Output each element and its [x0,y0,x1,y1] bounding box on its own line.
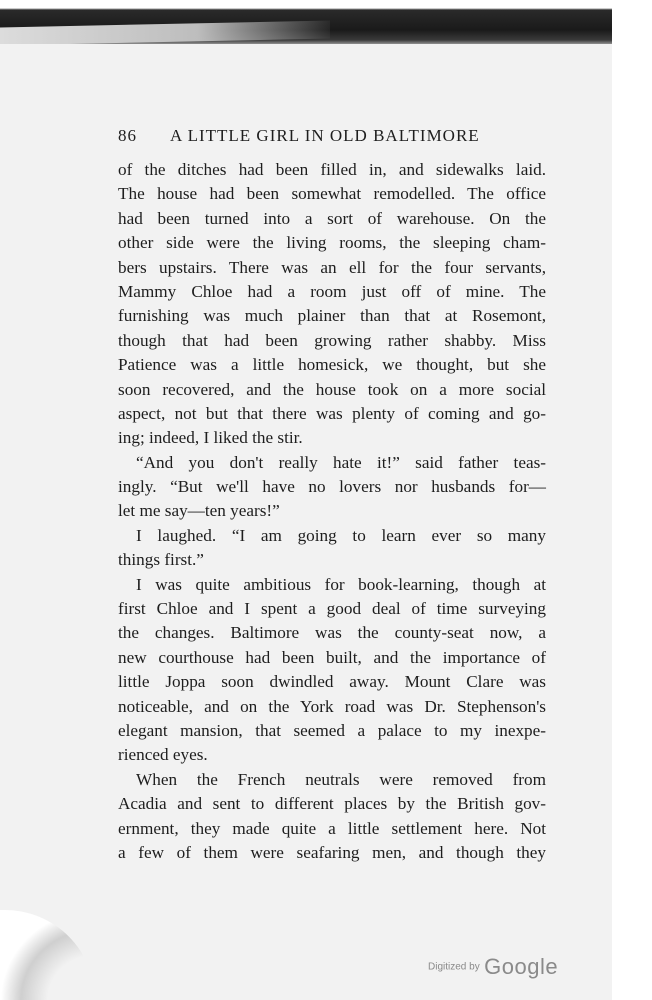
text-line: had been turned into a sort of warehouse. On the [118,208,546,228]
running-header [118,126,558,146]
text-line: aspect, not but that there was plenty of coming and go- [118,403,546,423]
text-line: first Chloe and I spent a good deal of time surveying [118,599,546,619]
text-line: though that had been growing rather shabby. Miss [118,330,546,350]
text-line: ernment, they made quite a little settlement here. Not [118,818,546,838]
text-line: Mammy Chloe had a room just off of mine. The [118,281,546,301]
text-line: the changes. Baltimore was the county-seat now, a [118,623,546,643]
digitization-credit [428,954,558,980]
text-line: When the French neutrals were removed from [136,769,546,789]
text-line: soon recovered, and the house took on a more social [118,379,546,399]
text-line: rienced eyes. [118,745,208,765]
text-line: I was quite ambitious for book-learning, though at [136,574,546,594]
text-line: new courthouse had been built, and the importance of [118,647,546,667]
page-body-text [118,158,546,865]
text-line: elegant mansion, that seemed a palace to my inexpe- [118,720,546,740]
text-line: ingly. “But we'll have no lovers nor husbands for— [118,477,546,497]
text-line: little Joppa soon dwindled away. Mount Clare was [118,672,546,692]
text-line: bers upstairs. There was an ell for the four servants, [118,257,546,277]
google-logo: Google [484,954,559,979]
scan-top-edge [0,0,652,48]
text-line: furnishing was much plainer than that at Rosemont, [118,306,546,326]
page-number: 86 [118,126,137,145]
text-line: ing; indeed, I liked the stir. [118,428,303,448]
text-line: let me say—ten years!” [118,501,280,521]
scan-right-margin [612,0,652,1000]
text-line: of the ditches had been filled in, and sidewalks laid. [118,160,546,179]
text-line: Acadia and sent to different places by the British gov- [118,794,546,814]
text-line: other side were the living rooms, the sleeping cham- [118,233,546,253]
running-title: A LITTLE GIRL IN OLD BALTIMORE [170,126,480,145]
digitized-by-label: Digitized by [428,961,480,973]
text-line: a few of them were seafaring men, and though they [118,842,546,862]
text-line: The house had been somewhat remodelled. The office [118,184,546,204]
text-line: things first.” [118,550,204,570]
page-corner-shadow [0,910,95,1000]
text-line: noticeable, and on the York road was Dr. Stephenson's [118,696,546,716]
text-line: Patience was a little homesick, we thought, but she [118,355,546,375]
text-line: I laughed. “I am going to learn ever so many [136,525,546,545]
text-line: “And you don't really hate it!” said father teas- [136,452,546,472]
